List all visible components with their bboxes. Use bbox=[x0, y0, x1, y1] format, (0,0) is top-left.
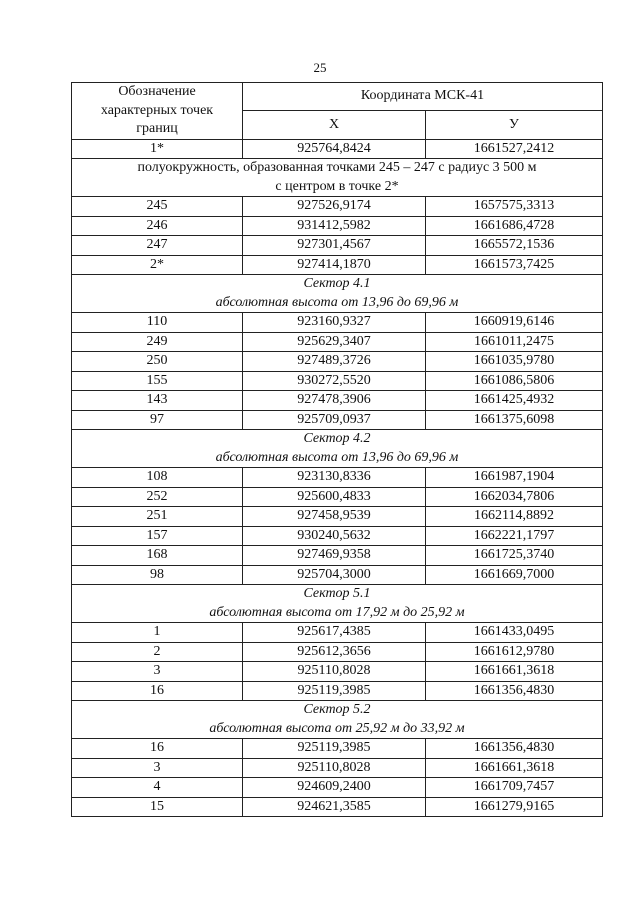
table-row bbox=[72, 565, 603, 585]
point-id-cell: 155 bbox=[72, 371, 243, 391]
table-row bbox=[72, 313, 603, 333]
x-coordinate-cell: 925629,3407 bbox=[243, 332, 426, 352]
point-designation-header bbox=[72, 83, 243, 140]
x-coordinate-cell: 927526,9174 bbox=[243, 197, 426, 217]
x-coordinate-cell: 930272,5520 bbox=[243, 371, 426, 391]
note-caption-line: полуокружность, образованная точками 245 – 247 с радиус 3 500 м bbox=[137, 160, 537, 175]
x-coordinate-cell: 927414,1870 bbox=[243, 255, 426, 275]
point-id-cell: 250 bbox=[72, 352, 243, 372]
x-coordinate-cell: 925612,3656 bbox=[243, 642, 426, 662]
point-header-line: границ bbox=[136, 121, 178, 136]
sector-caption-line: Сектор 5.1 bbox=[303, 586, 371, 601]
point-id-cell: 110 bbox=[72, 313, 243, 333]
sector-header-row bbox=[72, 275, 603, 313]
point-id-cell: 16 bbox=[72, 739, 243, 759]
sector-caption-line: абсолютная высота от 13,96 до 69,96 м bbox=[215, 449, 459, 465]
y-coordinate-cell: 1661725,3740 bbox=[426, 546, 603, 566]
y-coordinate-cell: 1661612,9780 bbox=[426, 642, 603, 662]
table-row bbox=[72, 778, 603, 798]
table-row bbox=[72, 739, 603, 759]
point-id-cell: 246 bbox=[72, 216, 243, 236]
sector-header-row bbox=[72, 701, 603, 739]
x-coordinate-cell: 924621,3585 bbox=[243, 797, 426, 817]
x-coordinate-cell: 924609,2400 bbox=[243, 778, 426, 798]
x-coordinate-cell: 923160,9327 bbox=[243, 313, 426, 333]
sector-caption-line: абсолютная высота от 13,96 до 69,96 м bbox=[215, 294, 459, 310]
point-header-line: Обозначение bbox=[118, 84, 196, 99]
sector-caption bbox=[72, 275, 603, 313]
table-row bbox=[72, 468, 603, 488]
point-id-cell: 3 bbox=[72, 662, 243, 682]
table-row bbox=[72, 391, 603, 411]
note-caption-line: с центром в точке 2* bbox=[275, 178, 399, 194]
x-coordinate-cell: 927478,3906 bbox=[243, 391, 426, 411]
x-coordinate-cell: 930240,5632 bbox=[243, 526, 426, 546]
y-coordinate-cell: 1661669,7000 bbox=[426, 565, 603, 585]
coordinates-table bbox=[71, 82, 603, 817]
y-coordinate-cell: 1661356,4830 bbox=[426, 739, 603, 759]
sector-header-row bbox=[72, 585, 603, 623]
x-coordinate-cell: 927489,3726 bbox=[243, 352, 426, 372]
point-id-cell: 108 bbox=[72, 468, 243, 488]
table-row bbox=[72, 526, 603, 546]
y-coordinate-cell: 1661709,7457 bbox=[426, 778, 603, 798]
x-coordinate-cell: 925617,4385 bbox=[243, 623, 426, 643]
coord-system-header: Координата МСК-41 bbox=[243, 83, 603, 111]
x-coordinate-cell: 925110,8028 bbox=[243, 758, 426, 778]
y-coordinate-cell: 1661425,4932 bbox=[426, 391, 603, 411]
point-id-cell: 1* bbox=[72, 139, 243, 159]
y-coordinate-cell: 1661086,5806 bbox=[426, 371, 603, 391]
point-id-cell: 16 bbox=[72, 681, 243, 701]
table-row bbox=[72, 623, 603, 643]
y-coordinate-cell: 1661661,3618 bbox=[426, 758, 603, 778]
table-row bbox=[72, 662, 603, 682]
sector-header-row bbox=[72, 430, 603, 468]
sector-caption-line: абсолютная высота от 17,92 м до 25,92 м bbox=[209, 604, 465, 620]
point-id-cell: 249 bbox=[72, 332, 243, 352]
point-id-cell: 2 bbox=[72, 642, 243, 662]
point-id-cell: 97 bbox=[72, 410, 243, 430]
point-id-cell: 143 bbox=[72, 391, 243, 411]
y-coordinate-cell: 1660919,6146 bbox=[426, 313, 603, 333]
point-id-cell: 2* bbox=[72, 255, 243, 275]
x-coordinate-cell: 925704,3000 bbox=[243, 565, 426, 585]
point-header-line: характерных точек bbox=[100, 102, 214, 118]
note-caption bbox=[72, 159, 603, 197]
y-coordinate-cell: 1661527,2412 bbox=[426, 139, 603, 159]
point-id-cell: 168 bbox=[72, 546, 243, 566]
point-id-cell: 247 bbox=[72, 236, 243, 256]
x-coordinate-cell: 925600,4833 bbox=[243, 487, 426, 507]
table-row bbox=[72, 216, 603, 236]
table-row bbox=[72, 197, 603, 217]
table-row bbox=[72, 410, 603, 430]
point-id-cell: 251 bbox=[72, 507, 243, 527]
note-row bbox=[72, 159, 603, 197]
y-coordinate-cell: 1661433,0495 bbox=[426, 623, 603, 643]
x-coordinate-cell: 925709,0937 bbox=[243, 410, 426, 430]
table-row bbox=[72, 797, 603, 817]
x-coordinate-cell: 925110,8028 bbox=[243, 662, 426, 682]
table-body bbox=[72, 139, 603, 817]
sector-caption-line: Сектор 5.2 bbox=[303, 702, 371, 717]
y-coordinate-cell: 1662114,8892 bbox=[426, 507, 603, 527]
x-coordinate-cell: 927301,4567 bbox=[243, 236, 426, 256]
sector-caption bbox=[72, 430, 603, 468]
x-coordinate-cell: 927458,9539 bbox=[243, 507, 426, 527]
point-id-cell: 15 bbox=[72, 797, 243, 817]
table-row bbox=[72, 642, 603, 662]
x-coordinate-cell: 925764,8424 bbox=[243, 139, 426, 159]
point-id-cell: 3 bbox=[72, 758, 243, 778]
point-id-cell: 4 bbox=[72, 778, 243, 798]
x-column-header: X bbox=[243, 111, 426, 139]
y-coordinate-cell: 1661375,6098 bbox=[426, 410, 603, 430]
table-row bbox=[72, 507, 603, 527]
table-row bbox=[72, 681, 603, 701]
x-coordinate-cell: 925119,3985 bbox=[243, 739, 426, 759]
sector-caption-line: абсолютная высота от 25,92 м до 33,92 м bbox=[209, 720, 465, 736]
sector-caption-line: Сектор 4.2 bbox=[303, 431, 371, 446]
table-row bbox=[72, 255, 603, 275]
point-id-cell: 157 bbox=[72, 526, 243, 546]
page-number: 25 bbox=[313, 60, 327, 75]
y-coordinate-cell: 1657575,3313 bbox=[426, 197, 603, 217]
x-coordinate-cell: 927469,9358 bbox=[243, 546, 426, 566]
table-row bbox=[72, 236, 603, 256]
y-coordinate-cell: 1661035,9780 bbox=[426, 352, 603, 372]
sector-caption bbox=[72, 585, 603, 623]
table-row bbox=[72, 352, 603, 372]
point-id-cell: 1 bbox=[72, 623, 243, 643]
table-row bbox=[72, 371, 603, 391]
table-row bbox=[72, 139, 603, 159]
x-coordinate-cell: 923130,8336 bbox=[243, 468, 426, 488]
table-row bbox=[72, 332, 603, 352]
y-coordinate-cell: 1661573,7425 bbox=[426, 255, 603, 275]
point-id-cell: 98 bbox=[72, 565, 243, 585]
y-coordinate-cell: 1661661,3618 bbox=[426, 662, 603, 682]
x-coordinate-cell: 925119,3985 bbox=[243, 681, 426, 701]
y-coordinate-cell: 1661011,2475 bbox=[426, 332, 603, 352]
y-coordinate-cell: 1662034,7806 bbox=[426, 487, 603, 507]
table-row bbox=[72, 546, 603, 566]
point-id-cell: 252 bbox=[72, 487, 243, 507]
y-coordinate-cell: 1665572,1536 bbox=[426, 236, 603, 256]
point-id-cell: 245 bbox=[72, 197, 243, 217]
x-coordinate-cell: 931412,5982 bbox=[243, 216, 426, 236]
y-coordinate-cell: 1662221,1797 bbox=[426, 526, 603, 546]
table-row bbox=[72, 487, 603, 507]
y-coordinate-cell: 1661279,9165 bbox=[426, 797, 603, 817]
y-coordinate-cell: 1661686,4728 bbox=[426, 216, 603, 236]
y-coordinate-cell: 1661987,1904 bbox=[426, 468, 603, 488]
sector-caption-line: Сектор 4.1 bbox=[303, 276, 371, 291]
y-column-header: У bbox=[426, 111, 603, 139]
sector-caption bbox=[72, 701, 603, 739]
table-row bbox=[72, 758, 603, 778]
y-coordinate-cell: 1661356,4830 bbox=[426, 681, 603, 701]
